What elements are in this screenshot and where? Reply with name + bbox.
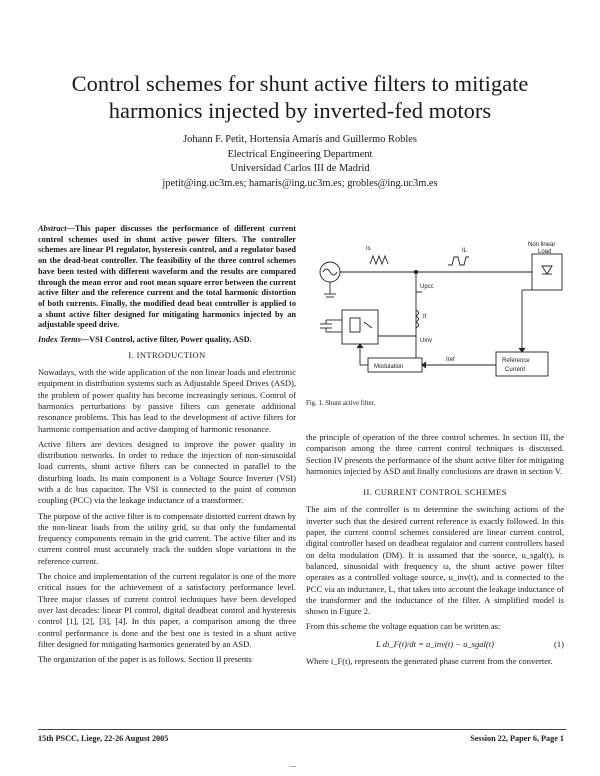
figure-caption: Fig. 1. Shunt active filter. bbox=[306, 400, 376, 407]
section-heading-control: II. CURRENT CONTROL SCHEMES bbox=[363, 487, 507, 498]
title-line-1: Control schemes for shunt active filters to mitigate bbox=[71, 71, 529, 96]
label-modulation: Modulation bbox=[374, 364, 404, 370]
page-mark: ... bbox=[290, 760, 296, 769]
label-is: Is bbox=[366, 246, 371, 252]
label-iref: Iref bbox=[446, 357, 455, 363]
intro-paragraph-1: Nowadays, with the wide application of the non linear loads and electronic equipment in distribution systems such as Adjustable Speed Drives (ASD), the problem of power quality has become increasingly serious. Control of harmonics perturbations by passive filters can generate additional resonance problems. This has lead to the development of active filters for harmonic compensation and active damping of harmonic resonance. bbox=[38, 367, 296, 434]
author-department: Electrical Engineering Department bbox=[227, 148, 373, 160]
equation-body: L di_F(t)/dt = u_inv(t) − u_sgal(t) bbox=[376, 638, 494, 649]
label-current: Current bbox=[505, 367, 526, 373]
author-names: Johann F. Petit, Hortensia Amarís and Guillermo Robles bbox=[183, 134, 417, 145]
control-paragraph-2: From this scheme the voltage equation can be written as: bbox=[306, 621, 501, 632]
label-if: If bbox=[423, 314, 427, 320]
nonlinear-load-box bbox=[532, 254, 562, 290]
intro-paragraph-5: The organization of the paper is as follows. Section II presents bbox=[38, 654, 252, 665]
section-heading-introduction: I. INTRODUCTION bbox=[128, 349, 206, 360]
label-uinv: Uinv bbox=[420, 338, 433, 344]
footer-conference: 15th PSCC, Liege, 22-26 August 2005 bbox=[38, 734, 169, 743]
label-reference: Reference bbox=[502, 358, 530, 364]
paper-title bbox=[0, 70, 600, 124]
equation-number: (1) bbox=[554, 638, 564, 649]
control-paragraph-3: Where i_F(t), represents the generated phase current from the converter. bbox=[306, 656, 553, 667]
abstract bbox=[38, 224, 296, 331]
intro-paragraph-3: The purpose of the active filter is to compensate distorted current drawn by the non-linear loads from the utility grid, so that only the fundamental frequency components remain in the grid current. The active filter and its current control must accurately track the sudden slope variations in the reference current. bbox=[38, 510, 296, 566]
shunt-active-filter-diagram bbox=[306, 232, 568, 392]
sine-icon bbox=[323, 269, 337, 275]
intro-paragraph-2: Active filters are devices designed to improve the power quality in distribution networks. In order to reduce the injection of non-sinusoidal load currents, shunt active filters can be connected in parallel to the disturbing loads. Its main component is a Voltage Source Inverter (VSI) with a dc bus capacitor. The VSI is connected to the point of common coupling (PCC) via the leakage inductance of a transformer. bbox=[38, 438, 296, 506]
source-current-wave bbox=[370, 256, 388, 264]
index-terms bbox=[38, 335, 296, 346]
footer-page-info: Session 22, Paper 6, Page 1 bbox=[470, 734, 564, 743]
title-line-2: harmonics injected by inverted-fed motors bbox=[108, 98, 492, 123]
right-column bbox=[306, 432, 564, 671]
equation-1 bbox=[306, 639, 564, 650]
label-upcc: Upcc bbox=[420, 284, 434, 290]
index-terms-text: —VSI Control, active filter, Power quality, ASD. bbox=[80, 335, 252, 345]
footer-rule bbox=[38, 729, 566, 730]
control-paragraph-1: The aim of the controller is to determine the switching actions of the inverter such that the desired current reference is exactly followed. In this paper, the current control schemes considered are linear current control, digital controller based on deadbeat regulator and current controllers based on delta modulation (DM). It is assumed that the source, u_sgal(t), is balanced, sinusoidal with frequency ω, the shunt active power filter operates as a controlled voltage source, u_inv(t), and is connected to the PCC via an inductance, L, that takes into account the leakage inductance of the transformer and the inductance of the filter. A simplified model is shown in Figure 2. bbox=[306, 504, 564, 617]
left-column bbox=[38, 224, 296, 669]
section-continuation: the principle of operation of the three control schemes. In section III, the comparison among the three current control techniques is discussed. Section IV presents the performance of the shunt active filter for mitigating harmonics injected by ASD and finally conclusions are drawn in section V. bbox=[306, 432, 564, 476]
author-block bbox=[0, 133, 600, 191]
author-emails: jpetit@ing.uc3m.es; hamaris@ing.uc3m.es; grobles@ing.uc3m.es bbox=[162, 177, 438, 189]
label-il: IL bbox=[462, 248, 468, 254]
abstract-text: —This paper discusses the performance of different current control schemes used in shunt active power filters. The controller schemes are linear PI regulator, hysteresis control, and a regulator based on the dead-beat controller. The feasibility of the three control schemes have been tested with different waveform and the results are compared through the mean error and root mean square error between the current active filter and the reference current and the total harmonic distortion of both currents. Finally, the modified dead beat controller is applied to a shunt active filter designed for mitigating harmonics injected by an adjustable speed drive. bbox=[38, 224, 296, 330]
label-nonlinear: Non linear bbox=[528, 242, 556, 248]
label-load: Load bbox=[538, 249, 552, 255]
load-current-wave bbox=[448, 257, 469, 265]
index-terms-label: Index Terms bbox=[38, 335, 81, 345]
intro-paragraph-4: The choice and implementation of the current regulator is one of the more critical issues for the achievement of a satisfactory performance level. Three major classes of current control techniques have been developed over last decades: linear PI control, digital deadbeat control and hysteresis control [1], [2], [3], [4]. In this paper, a comparison among the three control performance is done and the best one is tested in a shunt active filter designed for mitigating harmonics generated by an ASD. bbox=[38, 571, 296, 649]
abstract-label: Abstract bbox=[38, 224, 67, 233]
author-university: Universidad Carlos III de Madrid bbox=[230, 163, 370, 175]
